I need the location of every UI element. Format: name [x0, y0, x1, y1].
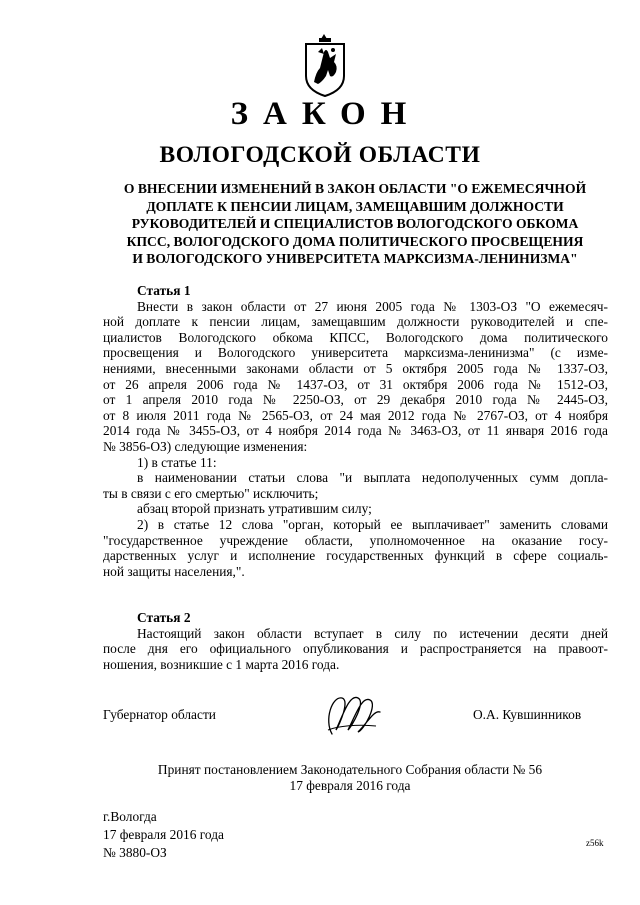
coat-of-arms-icon — [300, 32, 350, 98]
article-line: 2) в статье 12 слова "орган, который ее выплачивает" заменить словами — [137, 516, 608, 532]
region-title: ВОЛОГОДСКОЙ ОБЛАСТИ — [159, 142, 481, 168]
article-line: ты в связи с его смертью" исключить; — [103, 485, 319, 501]
title-line: ДОПЛАТЕ К ПЕНСИИ ЛИЦАМ, ЗАМЕЩАВШИМ ДОЛЖНОСТИ — [146, 198, 564, 214]
article-line: абзац второй признать утратившим силу; — [137, 501, 372, 517]
article-line: от 26 апреля 2006 года № 1437-ОЗ, от 31 октября 2006 года № 1512-ОЗ, — [103, 376, 608, 392]
law-number: № 3880-ОЗ — [103, 845, 167, 860]
article-line: циалистов Вологодского обкома КПСС, Вологодского дома политического — [103, 329, 608, 345]
article-line: Внести в закон области от 27 июня 2005 года № 1303-ОЗ "О ежемесяч- — [137, 298, 608, 314]
title-line: КПСС, ВОЛОГОДСКОГО ДОМА ПОЛИТИЧЕСКОГО ПРОСВЕЩЕНИЯ — [126, 233, 584, 249]
article-2 — [103, 610, 608, 672]
article-line: от 8 июля 2011 года № 2565-ОЗ, от 24 мая 2012 года № 2767-ОЗ, от 4 ноября — [103, 407, 608, 423]
adoption-line: Принят постановлением Законодательного Собрания области № 56 — [157, 762, 543, 777]
article-line: от 1 апреля 2010 года № 2250-ОЗ, от 29 декабря 2010 года № 2445-ОЗ, — [103, 392, 608, 408]
handwritten-signature-icon — [318, 690, 388, 742]
law-title: ЗАКОН — [230, 96, 422, 132]
article-line: после дня его официального опубликования и распространяется на правоот- — [103, 641, 608, 657]
article-line: № 3856-ОЗ) следующие изменения: — [103, 438, 308, 454]
article-line: ной защиты населения,". — [103, 563, 245, 579]
adoption-date: 17 февраля 2016 года — [289, 778, 411, 793]
article-1 — [103, 283, 608, 579]
title-line: И ВОЛОГОДСКОГО УНИВЕРСИТЕТА МАРКСИЗМА-ЛЕНИНИЗМА" — [132, 251, 578, 266]
article-line: Настоящий закон области вступает в силу по истечении десяти дней — [137, 625, 608, 641]
adoption-note — [0, 762, 640, 794]
article-line: ношения, возникшие с 1 марта 2016 года. — [103, 656, 340, 672]
article-line: "государственное учреждение области, уполномоченное на оказание госу- — [103, 532, 608, 548]
article-line: нениями, внесенными законами области от 5 октября 2005 года № 1337-ОЗ, — [103, 360, 608, 376]
article-2-heading: Статья 2 — [137, 610, 191, 625]
article-line: 2014 года № 3455-ОЗ, от 4 ноября 2014 года № 3463-ОЗ, от 11 января 2016 года — [103, 423, 608, 439]
city: г.Вологда — [103, 809, 157, 824]
law-date: 17 февраля 2016 года — [103, 827, 224, 842]
article-line: дарственных услуг и исполнение государственных функций в сфере социаль- — [103, 548, 608, 564]
article-1-heading: Статья 1 — [137, 283, 191, 298]
title-line: О ВНЕСЕНИИ ИЗМЕНЕНИЙ В ЗАКОН ОБЛАСТИ "О ЕЖЕМЕСЯЧНОЙ — [123, 181, 587, 196]
governor-title: Губернатор области — [103, 707, 216, 722]
article-line: в наименовании статьи слова "и выплата недополученных сумм допла- — [137, 470, 608, 486]
document-footer — [103, 808, 224, 862]
article-line: просвещения и Вологодского университета марксизма-ленинизма" (с изме- — [103, 345, 608, 361]
article-line: ной доплате к пенсии лицам, замещавшим должности руководителей и спе- — [103, 314, 608, 330]
article-line: 1) в статье 11: — [137, 454, 217, 470]
governor-name: О.А. Кувшинников — [473, 707, 582, 722]
title-line: РУКОВОДИТЕЛЕЙ И СПЕЦИАЛИСТОВ ВОЛОГОДСКОГО ОБКОМА — [131, 216, 579, 231]
document-code: z56k — [586, 838, 604, 848]
law-subject-title — [100, 180, 610, 268]
